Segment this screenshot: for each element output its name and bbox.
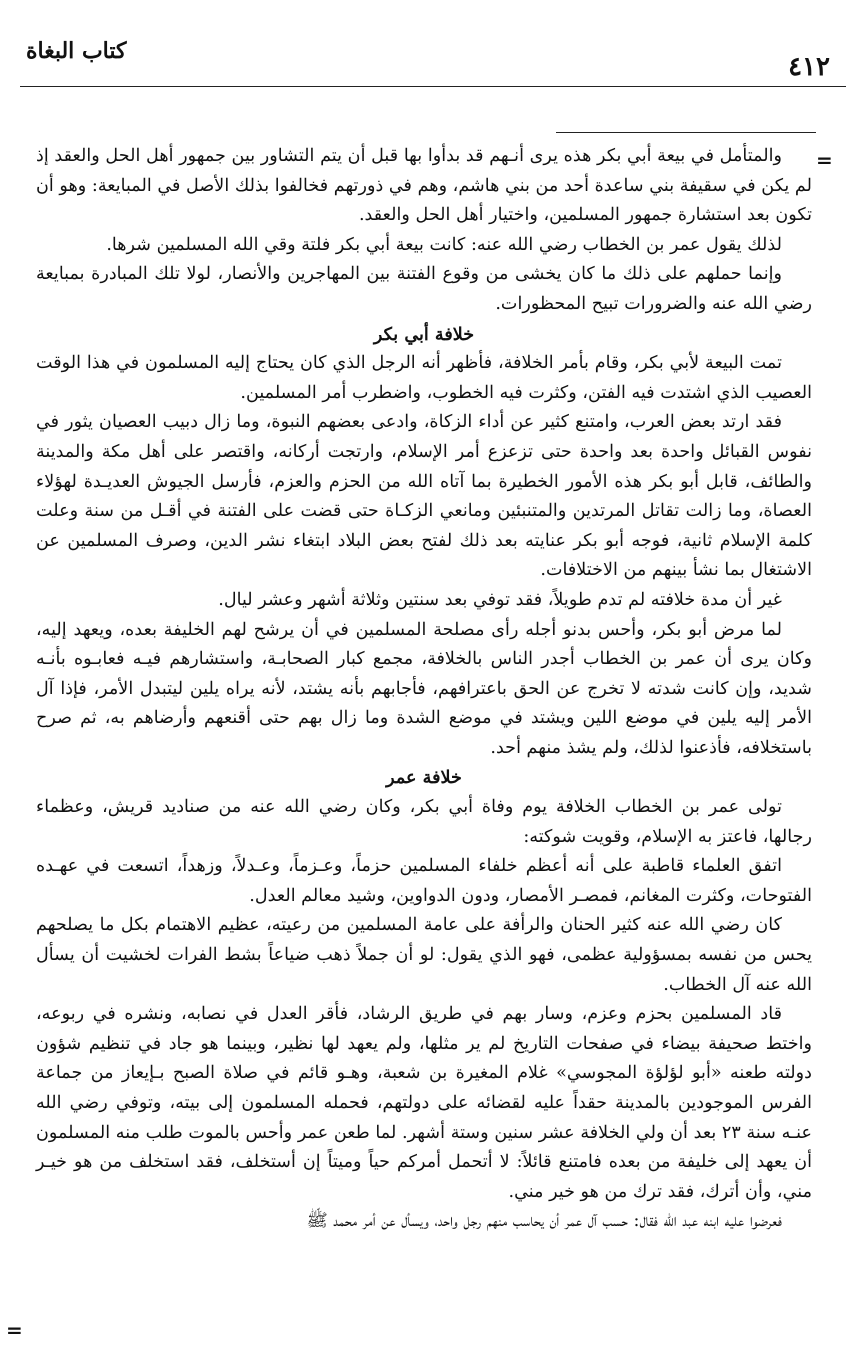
header-rule [20, 86, 846, 87]
paragraph: فعرضوا عليه ابنه عبد الله فقال: حسب آل عمر أن يحاسب منهم رجل واحد، ويسأل عن أمر محمد ﷺ [306, 1211, 782, 1232]
paragraph: كان رضي الله عنه كثير الحنان والرأفة على عامة المسلمين من رعيته، عظيم الاهتمام بكل ما يصلحهم يحس من نفسه بمسؤولية عظمى، فهو الذي يقول: لو أن جملاً ذهب ضياعاً بشط الفرات لخشيت أن يسأل الله عنه آل الخطاب. [36, 915, 812, 995]
paragraph: والمتأمل في بيعة أبي بكر هذه يرى أنـهم قد بدأوا بها قبل أن يتم التشاور بين جمهور أهل الحل والعقد إذ لم يكن في سقيفة بني ساعدة أحد من بني هاشم، وهم في ذورتهم فخالفوا بذلك الأصل في المبايعة: وهو أن تكون بعد استشارة جمهور المسلمين، واختيار أهل الحل والعقد. [36, 146, 812, 226]
running-header-book-title: كتاب البغاة [26, 38, 127, 64]
paragraph: وإنما حملهم على ذلك ما كان يخشى من وقوع الفتنة بين المهاجرين والأنصار، لولا تلك المبادرة بمبايعة رضي الله عنه والضرورات تبيح المحظورات. [36, 264, 812, 314]
section-heading-abu-bakr: خلافة أبي بكر [373, 323, 475, 345]
continuation-rule [556, 132, 816, 133]
body-text [36, 142, 812, 1237]
paragraph: اتفق العلماء قاطبة على أنه أعظم خلفاء المسلمين حزماً، وعـزماً، وعـدلاً، وزهداً، اتسعت في عهـده الفتوحات، وكثرت المغانم، فمصـر الأمصار، ودون الدواوين، وشيد معالم العدل. [36, 856, 812, 906]
paragraph: غير أن مدة خلافته لم تدم طويلاً، فقد توفي بعد سنتين وثلاثة أشهر وعشر ليال. [218, 589, 782, 610]
continuation-mark-bottom: = [6, 1318, 23, 1342]
section-heading-umar: خلافة عمر [386, 767, 462, 789]
paragraph: لذلك يقول عمر بن الخطاب رضي الله عنه: كانت بيعة أبي بكر فلتة وقي الله المسلمين شرها. [106, 234, 782, 255]
page-number: ٤١٢ [788, 52, 830, 82]
continuation-mark-top: = [816, 148, 833, 172]
paragraph: لما مرض أبو بكر، وأحس بدنو أجله رأى مصلحة المسلمين في أن يرشح لهم الخليفة بعده، ويعهد إليه، وكان يرى أن عمر بن الخطاب أجدر الناس بالخلافة، مجمع كبار الصحابـة، واستشارهم فيـه فعابـوه بأنـه شديد، وإن كانت شدته لا تخرج عن الحق باعترافهم، فأجابهم بأنه يشتد، لأنه يراه يلين ليتبدل الأمر، فإذا آل الأمر إليه يلين في موضع اللين ويشتد في موضع الشدة وما زال بهم حتى أقنعهم وأرضاهم به، ثم صرح باستخلافه، فأذعنوا لذلك، ولم يشذ منهم أحد. [36, 619, 812, 758]
paragraph: قاد المسلمين بحزم وعزم، وسار بهم في طريق الرشاد، فأقر العدل في نصابه، ونشره في ربوعه، واختط صحيفة بيضاء في صفحات التاريخ لم ير مثلها، ولم يعهد لها نظير، وبينما هو جاد في تنظيم شؤون دولته طعنه «أبو لؤلؤة المجوسي» غلام المغيرة بن شعبة، وهـو قائم في صلاة الصبح بـإيعاز من جماعة الفرس الموجودين بالمدينة حقداً عليه لقضائه على دولتهم، فحمله المسلمون إلى بيته، وتوفي رضي الله عنـه سنة ٢٣ بعد أن ولي الخلافة عشر سنين وستة أشهر. لما طعن عمر وأحس بالموت طلب منه المسلمون أن يعهد إلى خليفة من بعده فامتنع قائلاً: لا أتحمل أمركم حياً وميتاً إن أستخلف، فقد استخلف من هو خيـر مني، وأن أترك، فقد ترك من هو خير مني. [36, 1004, 812, 1202]
paragraph: تولى عمر بن الخطاب الخلافة يوم وفاة أبي بكر، وكان رضي الله عنه من صناديد قريش، وعظماء رجالها، فاعتز به الإسلام، وقويت شوكته: [36, 797, 812, 847]
paragraph: تمت البيعة لأبي بكر، وقام بأمر الخلافة، فأظهر أنه الرجل الذي كان يحتاج إليه المسلمون في هذا الوقت العصيب الذي اشتدت فيه الفتن، وكثرت فيه الخطوب، واضطرب أمر المسلمين. [36, 353, 812, 403]
paragraph: فقد ارتد بعض العرب، وامتنع كثير عن أداء الزكاة، وادعى بعضهم النبوة، وما زال دبيب العصيان يثور في نفوس القبائل واحدة بعد واحدة حتى تزعزع أمر الإسلام، وارتجت أركانه، واقتصر على أهل مكة والمدينة والطائف، قابل أبو بكر هذه الأمور الخطيرة بما آتاه الله من الحزم والعزم، فأرسل الجيوش العديـدة لهؤلاء العصاة، وما زالت تقاتل المرتدين والمتنبئين ومانعي الزكـاة حتى قضت على الفتنة في أقـل من سنة وعلت كلمة الإسلام ثانية، فوجه أبو بكر عنايته بعد ذلك لفتح بعض البلاد ابتغاء نشر الدين، وصرف المسلمين عن الاشتغال بما نشأ بينهم من الاختلافات. [36, 412, 812, 581]
